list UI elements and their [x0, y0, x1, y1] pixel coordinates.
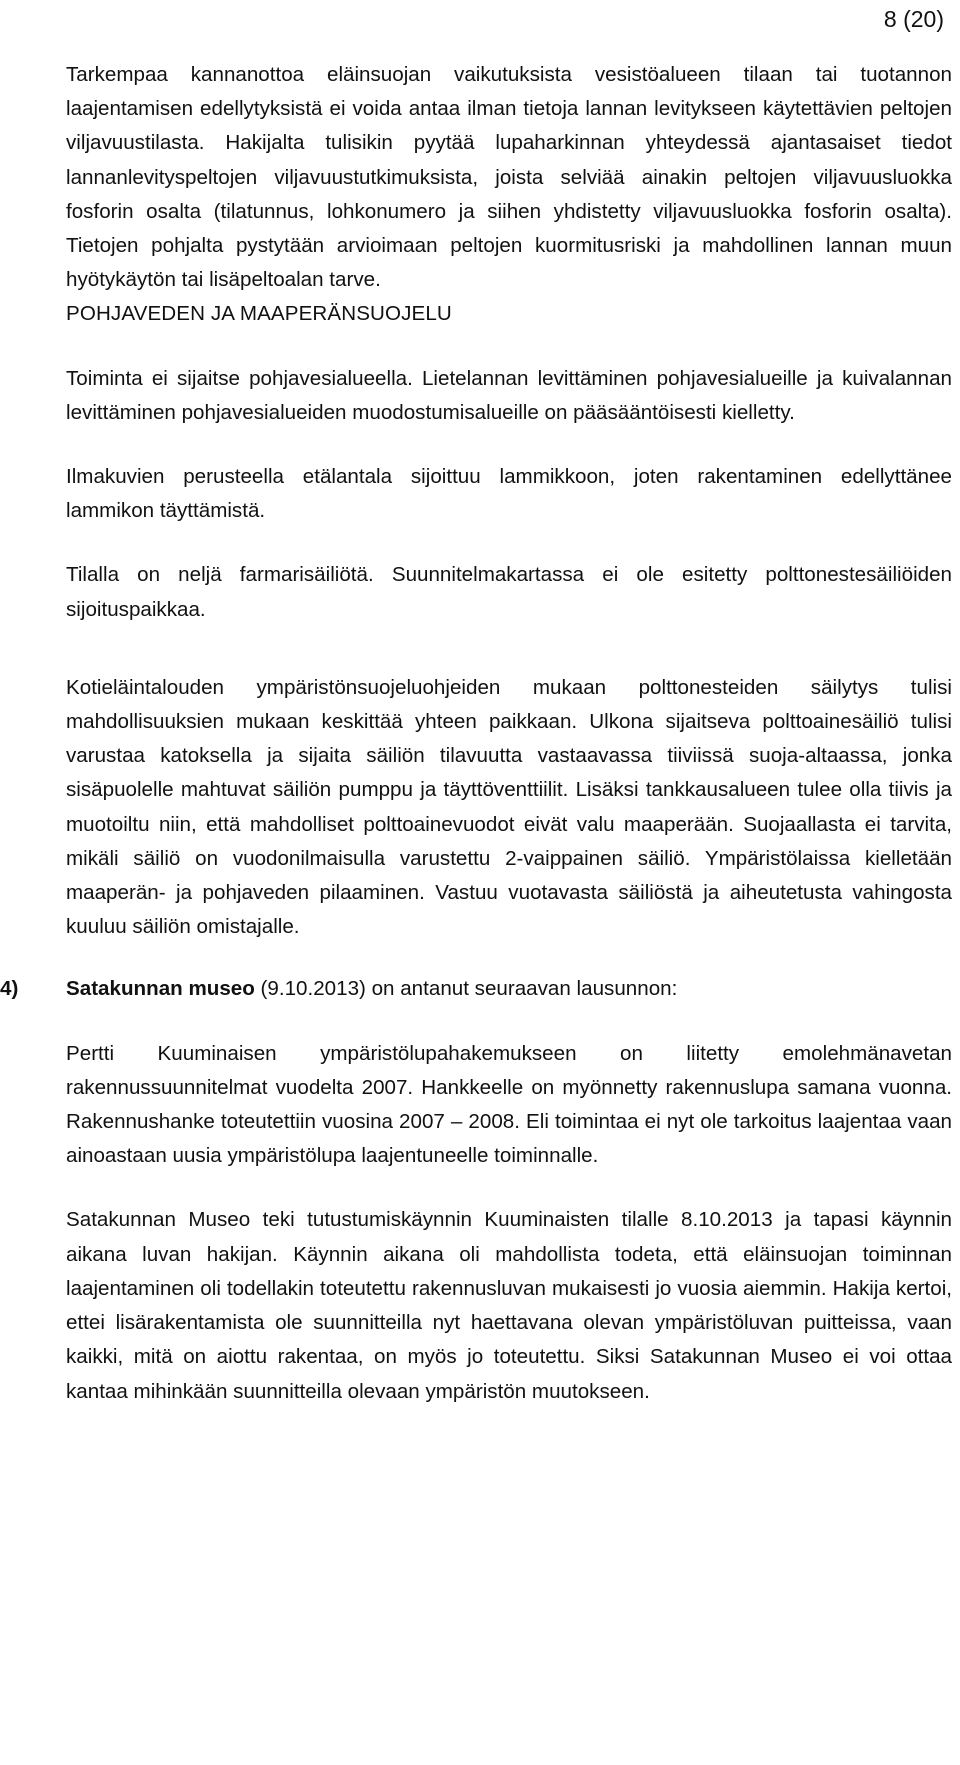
document-body — [0, 58, 952, 1409]
statement-number: 4) — [0, 977, 19, 1001]
paragraph-fuel-tanks: Tilalla on neljä farmarisäiliötä. Suunnitelmakartassa ei ole esitetty polttonestesäiliöiden sijoituspaikkaa. — [66, 563, 952, 621]
paragraph-fuel-storage-guidelines: Kotieläintalouden ympäristönsuojeluohjeiden mukaan polttonesteiden säilytys tulisi mahdollisuuksien mukaan keskittää yhteen paikkaan. Ulkona sijaitseva polttoainesäiliö tulisi varustaa katoksella ja sijaita säiliön tilavuutta vastaavassa tiiviissä suoja-altaassa, jonka sisäpuolelle mahtuvat säiliön pumppu ja täyttöventtiilit. Lisäksi tankkausalueen tulee olla tiivis ja muotoiltu niin, että mahdolliset polttoainevuodot eivät valu maaperään. Suojaallasta ei tarvita, mikäli säiliö on vuodonilmaisulla varustettu 2-vaippainen säiliö. Ympäristölaissa kielletään maaperän- ja pohjaveden pilaaminen. Vastuu vuotavasta säiliöstä ja aiheutetusta vahingosta kuuluu säiliön omistajalle. — [66, 675, 952, 939]
paragraph-manure-storage-pond: Ilmakuvien perusteella etälantala sijoittuu lammikkoon, joten rakentaminen edellyttänee lammikon täyttämistä. — [66, 465, 952, 523]
statement-intro: (9.10.2013) on antanut seuraavan lausunnon: — [254, 977, 678, 1001]
page-number: 8 (20) — [883, 6, 944, 32]
paragraph-museum-visit: Satakunnan Museo teki tutustumiskäynnin Kuuminaisten tilalle 8.10.2013 ja tapasi käynnin aikana luvan hakijan. Käynnin aikana oli mahdollista todeta, että eläinsuojan toiminnan laajentaminen oli todellakin toteutettu rakennusluvan mukaisesti jo vuosia aiemmin. Hakija kertoi, ettei lisärakentamista ole suunnitteilla nyt haettavana olevan ympäristöluvan puitteissa, vaan kaikki, mitä on aiottu rakentaa, on myös jo toteutettu. Siksi Satakunnan Museo ei voi ottaa kantaa mihinkään suunnitteilla olevaan ympäristön muutokseen. — [66, 1208, 952, 1403]
section-heading: POHJAVEDEN JA MAAPERÄNSUOJELU — [66, 302, 452, 326]
paragraph-building-plans: Pertti Kuuminaisen ympäristölupahakemukseen on liitetty emolehmänavetan rakennussuunnitelmat vuodelta 2007. Hankkeelle on myönnetty rakennuslupa samana vuonna. Rakennushanke toteutettiin vuosina 2007 – 2008. Eli toimintaa ei nyt ole tarkoitus laajentaa vaan ainoastaan uusia ympäristölupa laajentuneelle toiminnalle. — [66, 1041, 952, 1168]
paragraph-groundwater: Toiminta ei sijaitse pohjavesialueella. Lietelannan levittäminen pohjavesialueille ja kuivalannan levittäminen pohjavesialueiden muodostumisalueille on pääsääntöisesti kielletty. — [66, 366, 952, 424]
statement-title: Satakunnan museo — [66, 977, 255, 1001]
paragraph-field-viability: Tarkempaa kannanottoa eläinsuojan vaikutuksista vesistöalueen tilaan tai tuotannon laajentamisen edellytyksistä ei voida antaa ilman tietoja lannan levitykseen käytettävien peltojen viljavuustilasta. Hakijalta tulisikin pyytää lupaharkinnan yhteydessä ajantasaiset tiedot lannanlevityspeltojen viljavuustutkimuksista, joista selviää ainakin peltojen viljavuusluokka fosforin osalta (tilatunnus, lohkonumero ja siihen yhdistetty viljavuusluokka fosforin osalta). Tietojen pohjalta pystytään arvioimaan peltojen kuormitusriski ja mahdollinen lannan muun hyötykäytön tai lisäpeltoalan tarve. — [66, 63, 952, 292]
statement-heading — [0, 972, 952, 1006]
